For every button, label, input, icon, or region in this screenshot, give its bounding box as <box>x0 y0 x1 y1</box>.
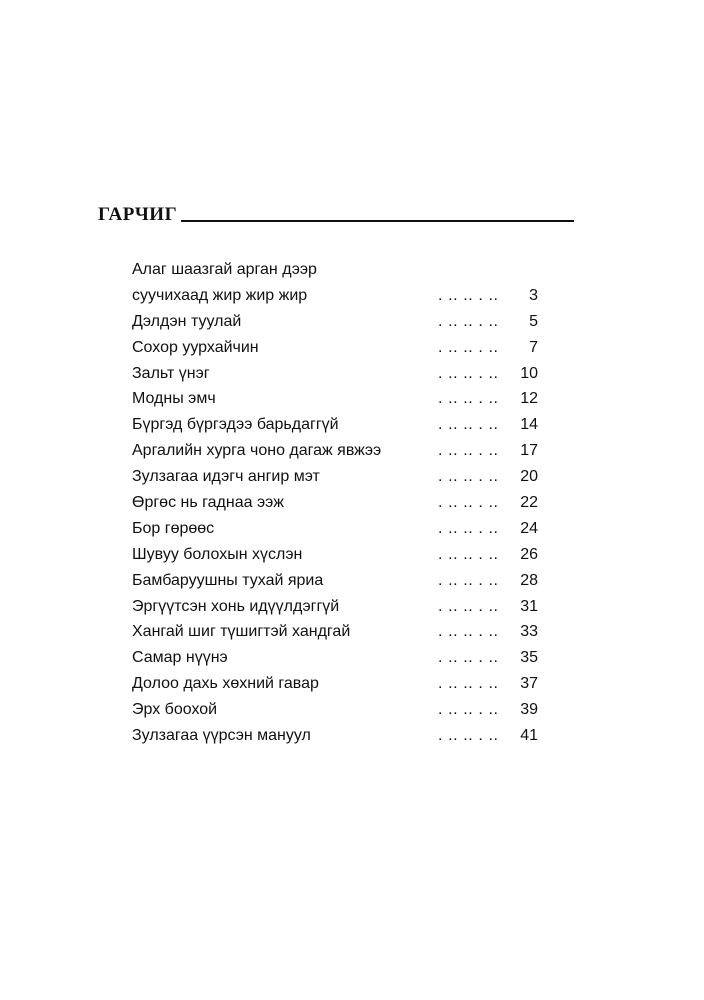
toc-title: Эрх боохой <box>132 701 218 719</box>
toc-leader-dots: . .. .. . .. <box>438 364 499 382</box>
toc-leader-dots: . .. .. . .. <box>438 649 499 667</box>
toc-page-number: 17 <box>520 442 538 460</box>
toc-page-number: 22 <box>520 494 538 512</box>
toc-title: Долоо дахь хөхний гавар <box>132 675 319 693</box>
toc-entry-18 <box>132 697 552 723</box>
toc-title: Алаг шаазгай арган дээр <box>132 261 317 278</box>
toc-leader-dots: . .. .. . .. <box>438 675 499 693</box>
toc-title: Аргалийн хурга чоно дагаж явжээ <box>132 442 382 460</box>
toc-entry-14 <box>132 594 552 620</box>
toc-page-number: 20 <box>520 468 538 486</box>
toc-title: суучихаад жир жир жир <box>132 286 308 304</box>
toc-entry-13 <box>132 568 552 594</box>
toc-leader-dots: . .. .. . .. <box>438 727 499 745</box>
toc-leader-dots: . .. .. . .. <box>438 571 499 589</box>
toc-entry-10 <box>132 490 552 516</box>
toc-title: Модны эмч <box>132 390 216 408</box>
toc-page-number: 14 <box>520 416 538 434</box>
toc-leader-dots: . .. .. . .. <box>438 519 499 537</box>
toc-leader-dots: . .. .. . .. <box>438 468 499 486</box>
toc-page-number: 28 <box>520 571 538 589</box>
toc-entry-5 <box>132 361 552 387</box>
toc-entry-15 <box>132 619 552 645</box>
toc-title: Дэлдэн туулай <box>132 312 242 330</box>
toc-entry-9 <box>132 464 552 490</box>
heading-rule <box>181 220 574 222</box>
toc-entry-7 <box>132 412 552 438</box>
toc-page-number: 3 <box>529 286 538 304</box>
table-of-contents <box>132 257 552 749</box>
toc-entry-11 <box>132 516 552 542</box>
toc-title: Зальт үнэг <box>132 364 210 382</box>
toc-entry-19 <box>132 723 552 749</box>
toc-page-number: 37 <box>520 675 538 693</box>
toc-title: Шувуу болохын хүслэн <box>132 545 303 563</box>
toc-title: Зулзагаа идэгч ангир мэт <box>132 468 320 486</box>
toc-entry-4 <box>132 335 552 361</box>
toc-page-number: 24 <box>520 519 538 537</box>
toc-title: Самар нүүнэ <box>132 649 228 667</box>
toc-leader-dots: . .. .. . .. <box>438 338 499 356</box>
toc-title: Өргөс нь гаднаа ээж <box>132 494 284 512</box>
toc-title: Хангай шиг түшигтэй хандгай <box>132 623 351 641</box>
toc-entry-2 <box>132 283 552 309</box>
toc-page-number: 39 <box>520 701 538 719</box>
toc-leader-dots: . .. .. . .. <box>438 623 499 641</box>
toc-title: Бор гөрөөс <box>132 519 215 537</box>
heading-text: ГАРЧИГ <box>98 204 178 225</box>
toc-entry-8 <box>132 438 552 464</box>
toc-leader-dots: . .. .. . .. <box>438 390 499 408</box>
toc-leader-dots: . .. .. . .. <box>438 312 499 330</box>
toc-title: Зулзагаа үүрсэн мануул <box>132 727 311 745</box>
toc-page-number: 33 <box>520 623 538 641</box>
toc-leader-dots: . .. .. . .. <box>438 545 499 563</box>
toc-title: Эргүүтсэн хонь идүүлдэггүй <box>132 597 340 615</box>
toc-leader-dots: . .. .. . .. <box>438 442 499 460</box>
toc-title: Бүргэд бүргэдээ барьдаггүй <box>132 416 339 434</box>
toc-page-number: 7 <box>529 338 538 356</box>
toc-leader-dots: . .. .. . .. <box>438 286 499 304</box>
toc-leader-dots: . .. .. . .. <box>438 597 499 615</box>
toc-leader-dots: . .. .. . .. <box>438 494 499 512</box>
toc-entry-3 <box>132 309 552 335</box>
toc-page-number: 41 <box>520 727 538 745</box>
toc-entry-12 <box>132 542 552 568</box>
toc-title: Сохор уурхайчин <box>132 338 259 356</box>
toc-leader-dots: . .. .. . .. <box>438 416 499 434</box>
toc-entry-6 <box>132 386 552 412</box>
toc-page-number: 31 <box>520 597 538 615</box>
toc-entry-17 <box>132 671 552 697</box>
toc-title: Бамбаруушны тухай яриа <box>132 571 324 589</box>
toc-page-number: 5 <box>529 312 538 330</box>
toc-page-number: 35 <box>520 649 538 667</box>
toc-leader-dots: . .. .. . .. <box>438 701 499 719</box>
toc-page-number: 12 <box>520 390 538 408</box>
toc-entry-1 <box>132 257 552 283</box>
toc-heading <box>98 200 574 224</box>
toc-page-number: 26 <box>520 545 538 563</box>
toc-entry-16 <box>132 645 552 671</box>
toc-page-number: 10 <box>520 364 538 382</box>
